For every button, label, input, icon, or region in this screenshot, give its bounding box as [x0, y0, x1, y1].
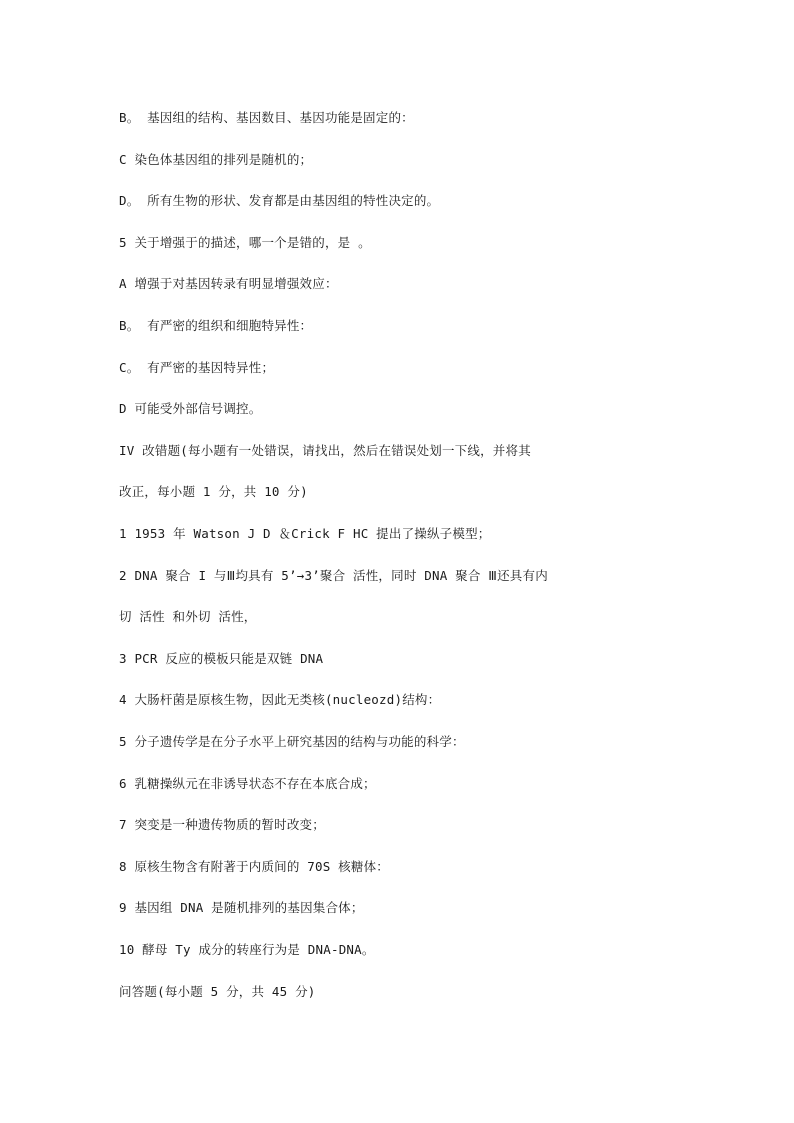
question-item: 8 原核生物含有附著于内质间的 70S 核糖体： [119, 859, 389, 874]
text-line: A 增强于对基因转录有明显增强效应： [119, 276, 338, 291]
question-item: 2 DNA 聚合 I 与Ⅲ均具有 5’→3’聚合 活性，同时 DNA 聚合 Ⅲ还具有内 [119, 568, 548, 583]
section-heading: IV 改错题(每小题有一处错误，请找出，然后在错误处划一下线，并将其 [119, 443, 531, 458]
question-item: 10 酵母 Ty 成分的转座行为是 DNA-DNA。 [119, 942, 375, 957]
section-heading: 问答题(每小题 5 分，共 45 分) [119, 984, 316, 999]
text-line: D 可能受外部信号调控。 [119, 401, 262, 416]
text-line: 5 关于增强于的描述，哪一个是错的，是 。 [119, 235, 371, 250]
question-item: 1 1953 年 Watson J D ＆Crick F HC 提出了操纵子模型； [119, 526, 491, 541]
text-line: C。 有严密的基因特异性； [119, 360, 275, 375]
question-item: 7 突变是一种遗传物质的暂时改变； [119, 817, 325, 832]
question-item: 4 大肠杆菌是原核生物，因此无类核(nucleozd)结构： [119, 692, 441, 707]
question-item: 6 乳糖操纵元在非诱导状态不存在本底合成； [119, 776, 376, 791]
text-line: B。 有严密的组织和细胞特异性： [119, 318, 313, 333]
question-item-continued: 切 活性 和外切 活性， [119, 609, 257, 624]
text-line: C 染色体基因组的排列是随机的； [119, 152, 313, 167]
question-item: 5 分子遗传学是在分子水平上研究基因的结构与功能的科学： [119, 734, 465, 749]
question-item: 3 PCR 反应的模板只能是双链 DNA [119, 651, 324, 666]
text-line: D。 所有生物的形状、发育都是由基因组的特性决定的。 [119, 193, 440, 208]
text-line: B。 基因组的结构、基因数目、基因功能是固定的： [119, 110, 414, 125]
section-heading-continued: 改正，每小题 1 分，共 10 分) [119, 484, 308, 499]
question-item: 9 基因组 DNA 是随机排列的基因集合体； [119, 900, 364, 915]
